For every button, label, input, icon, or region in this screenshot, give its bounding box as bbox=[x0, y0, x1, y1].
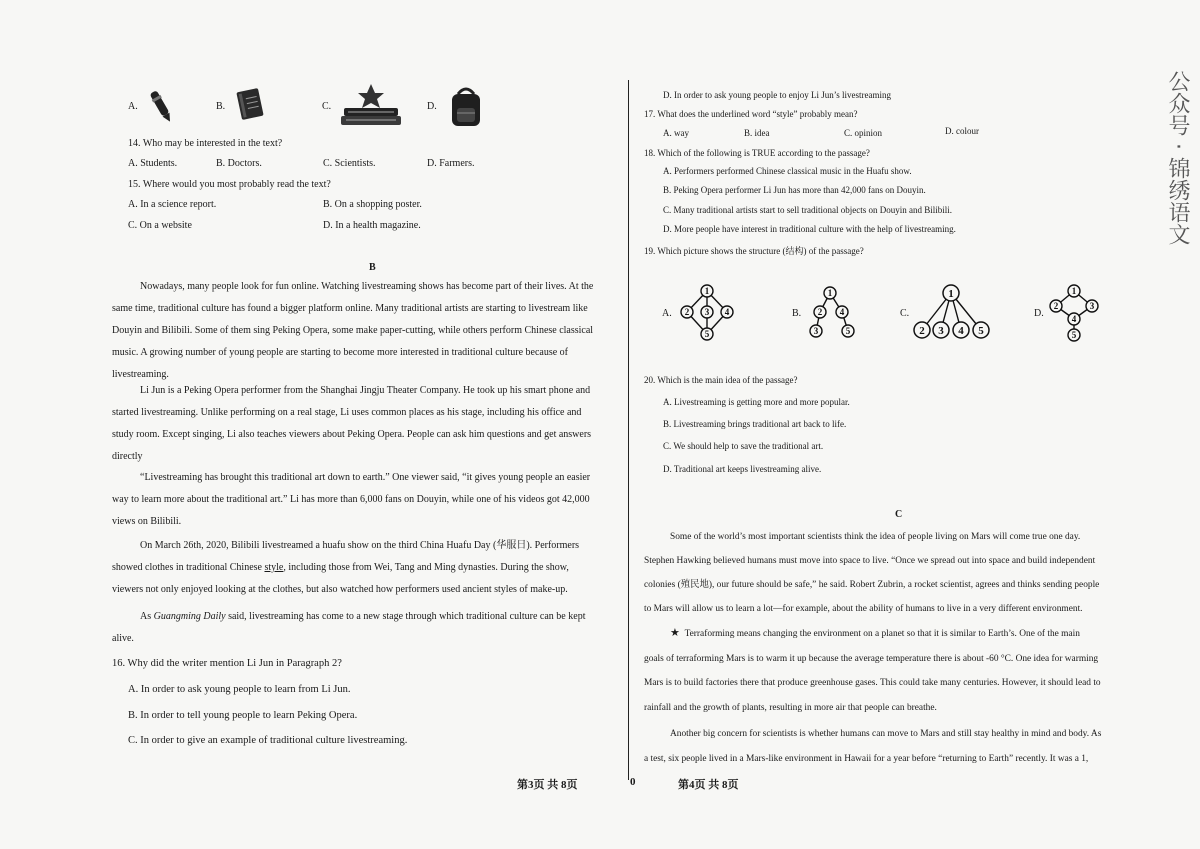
q13-option-c-label: C. bbox=[322, 101, 332, 112]
q13-option-d-label: D. bbox=[427, 101, 437, 112]
svg-text:3: 3 bbox=[938, 325, 944, 337]
q17-option-d[interactable]: D. colour bbox=[945, 126, 979, 136]
q16-stem: 16. Why did the writer mention Li Jun in Paragraph 2? bbox=[112, 658, 342, 669]
pen-icon bbox=[146, 86, 176, 126]
right-page-number: 第4页 共 8页 bbox=[678, 779, 739, 791]
q14-option-c[interactable]: C. Scientists. bbox=[323, 158, 376, 169]
passage-b-paragraph-3: “Livestreaming has brought this traditional art down to earth.” One viewer said, “it gives young people an easier way to learn more about the traditional art.” Li has more than 6,000 fans on Douyin, while one of his videos got 42,000 views on Bilibili. bbox=[112, 472, 591, 527]
svg-text:2: 2 bbox=[1053, 301, 1059, 311]
q14-option-d[interactable]: D. Farmers. bbox=[427, 158, 475, 169]
svg-text:5: 5 bbox=[978, 325, 984, 337]
q20-option-a[interactable]: A. Livestreaming is getting more and more popular. bbox=[663, 397, 850, 407]
q20-stem: 20. Which is the main idea of the passage? bbox=[644, 375, 798, 385]
backpack-icon bbox=[446, 84, 486, 130]
q18-option-a[interactable]: A. Performers performed Chinese classical music in the Huafu show. bbox=[663, 166, 912, 176]
svg-text:3: 3 bbox=[704, 307, 710, 317]
q19-option-d-label[interactable]: D. bbox=[1034, 308, 1044, 319]
q13-option-a-label: A. bbox=[128, 101, 138, 112]
svg-text:2: 2 bbox=[817, 307, 823, 317]
watermark: 公众号 · 锦绣语文 bbox=[1165, 70, 1190, 245]
q18-option-d[interactable]: D. More people have interest in traditional culture with the help of livestreaming. bbox=[663, 224, 956, 234]
underlined-word-style: style bbox=[264, 562, 284, 573]
q17-option-b[interactable]: B. idea bbox=[744, 128, 770, 138]
svg-text:2: 2 bbox=[919, 325, 925, 337]
svg-text:1: 1 bbox=[704, 286, 710, 296]
svg-text:5: 5 bbox=[704, 329, 710, 339]
page-divider bbox=[628, 80, 629, 780]
passage-c-paragraph-3: Another big concern for scientists is whether humans can move to Mars and still stay healthy in mind and body. As a test, six people lived in a Mars-like environment in Hawaii for a year before “returning to Earth” recently. It was a 1, bbox=[644, 729, 1102, 764]
center-mark: 0 bbox=[630, 776, 636, 788]
svg-text:4: 4 bbox=[724, 307, 730, 317]
svg-text:4: 4 bbox=[839, 307, 845, 317]
q16-option-d[interactable]: D. In order to ask young people to enjoy Li Jun’s livestreaming bbox=[663, 90, 891, 100]
svg-text:5: 5 bbox=[845, 326, 851, 336]
structure-diagram-c bbox=[910, 282, 994, 344]
structure-diagram-d bbox=[1046, 282, 1102, 344]
q16-option-c[interactable]: C. In order to give an example of traditional culture livestreaming. bbox=[128, 735, 408, 746]
passage-b-paragraph-2: Li Jun is a Peking Opera performer from the Shanghai Jingju Theater Company. He took up his smart phone and started livestreaming. Unlike performing on a real stage, Li uses common places as his stage, including his office and study room. Except singing, Li also teaches viewers about Peking Opera. People can ask him questions and get answers directly bbox=[112, 385, 592, 462]
svg-text:3: 3 bbox=[1089, 301, 1095, 311]
section-b-heading: B bbox=[369, 262, 376, 273]
notebook-icon bbox=[234, 86, 266, 122]
q18-stem: 18. Which of the following is TRUE according to the passage? bbox=[644, 148, 870, 158]
svg-text:3: 3 bbox=[813, 326, 819, 336]
q14-option-b[interactable]: B. Doctors. bbox=[216, 158, 262, 169]
q15-option-c[interactable]: C. On a website bbox=[128, 220, 192, 231]
q13-option-b-label: B. bbox=[216, 101, 226, 112]
passage-b-paragraph-1: Nowadays, many people look for fun online. Watching livestreaming shows has become part of their lives. At the same time, traditional culture has found a bigger platform online. Many traditional artists are starting to livestream like Douyin and Bilibili. Some of them sing Peking Opera, some make paper-cutting, while others perform Chinese classical music. A growing number of young people are starting to become more interested in traditional culture because of livestreaming. bbox=[112, 281, 594, 380]
q19-option-a-label[interactable]: A. bbox=[662, 308, 672, 319]
svg-text:4: 4 bbox=[1071, 314, 1077, 324]
q20-option-c[interactable]: C. We should help to save the traditional art. bbox=[663, 441, 824, 451]
q14-stem: 14. Who may be interested in the text? bbox=[128, 138, 283, 149]
section-c-heading: C bbox=[895, 509, 903, 520]
passage-b-paragraph-5: As Guangming Daily said, livestreaming has come to a new stage through which traditional culture can be kept alive. bbox=[112, 611, 586, 644]
q17-option-a[interactable]: A. way bbox=[663, 128, 689, 138]
svg-text:4: 4 bbox=[958, 325, 964, 337]
svg-text:1: 1 bbox=[827, 288, 833, 298]
structure-diagram-a bbox=[676, 282, 738, 344]
q15-option-a[interactable]: A. In a science report. bbox=[128, 199, 217, 210]
q19-stem: 19. Which picture shows the structure (结构) of the passage? bbox=[644, 246, 864, 256]
svg-text:2: 2 bbox=[684, 307, 690, 317]
star-marker-icon: ★ bbox=[670, 627, 680, 639]
svg-text:1: 1 bbox=[1071, 286, 1077, 296]
svg-text:1: 1 bbox=[948, 288, 954, 300]
left-page-number: 第3页 共 8页 bbox=[517, 779, 578, 791]
q19-option-c-label[interactable]: C. bbox=[900, 308, 910, 319]
q18-option-c[interactable]: C. Many traditional artists start to sell traditional objects on Douyin and Bilibili. bbox=[663, 205, 952, 215]
passage-c-paragraph-2: ★ Terraforming means changing the environment on a planet so that it is similar to Earth’s. One of the main goals of terraforming Mars is to warm it up because the average temperature there is about -60 °C. One idea for warming Mars is to build factories there that produce greenhouse gases. This could take many centuries. However, it should lead to rainfall and the growth of plants, resulting in more air that people can breathe. bbox=[644, 627, 1101, 713]
q15-stem: 15. Where would you most probably read the text? bbox=[128, 179, 331, 190]
q17-stem: 17. What does the underlined word “style” probably mean? bbox=[644, 109, 858, 119]
q20-option-d[interactable]: D. Traditional art keeps livestreaming alive. bbox=[663, 464, 822, 474]
q16-option-a[interactable]: A. In order to ask young people to learn from Li Jun. bbox=[128, 684, 351, 695]
q19-option-b-label[interactable]: B. bbox=[792, 308, 802, 319]
q17-option-c[interactable]: C. opinion bbox=[844, 128, 883, 138]
q18-option-b[interactable]: B. Peking Opera performer Li Jun has more than 42,000 fans on Douyin. bbox=[663, 185, 926, 195]
passage-c-paragraph-1: Some of the world’s most important scientists think the idea of people living on Mars will come true one day. Stephen Hawking believed humans must move into space to live. “Once we spread out into space and build independent colonies (殖民地), our future should be safe,” he said. Robert Zubrin, a rocket scientist, agrees and thinks sending people to Mars will allow us to learn a lot—for example, about the ability of humans to live in a very different environment. bbox=[644, 532, 1100, 614]
q20-option-b[interactable]: B. Livestreaming brings traditional art back to life. bbox=[663, 419, 847, 429]
gift-books-icon bbox=[338, 82, 404, 128]
q15-option-d[interactable]: D. In a health magazine. bbox=[323, 220, 421, 231]
svg-text:5: 5 bbox=[1071, 330, 1077, 340]
q16-option-b[interactable]: B. In order to tell young people to learn Peking Opera. bbox=[128, 710, 358, 721]
q14-option-a[interactable]: A. Students. bbox=[128, 158, 178, 169]
q15-option-b[interactable]: B. On a shopping poster. bbox=[323, 199, 422, 210]
structure-diagram-b bbox=[806, 284, 862, 344]
passage-b-paragraph-4: On March 26th, 2020, Bilibili livestreamed a huafu show on the third China Huafu Day (华服日). Performers showed clothes in traditional Chinese style, including those from Wei, Tang and Ming dynasties. During the show, viewers not only enjoyed looking at the clothes, but also watched how performers used ancient styles of make-up. bbox=[112, 540, 580, 595]
